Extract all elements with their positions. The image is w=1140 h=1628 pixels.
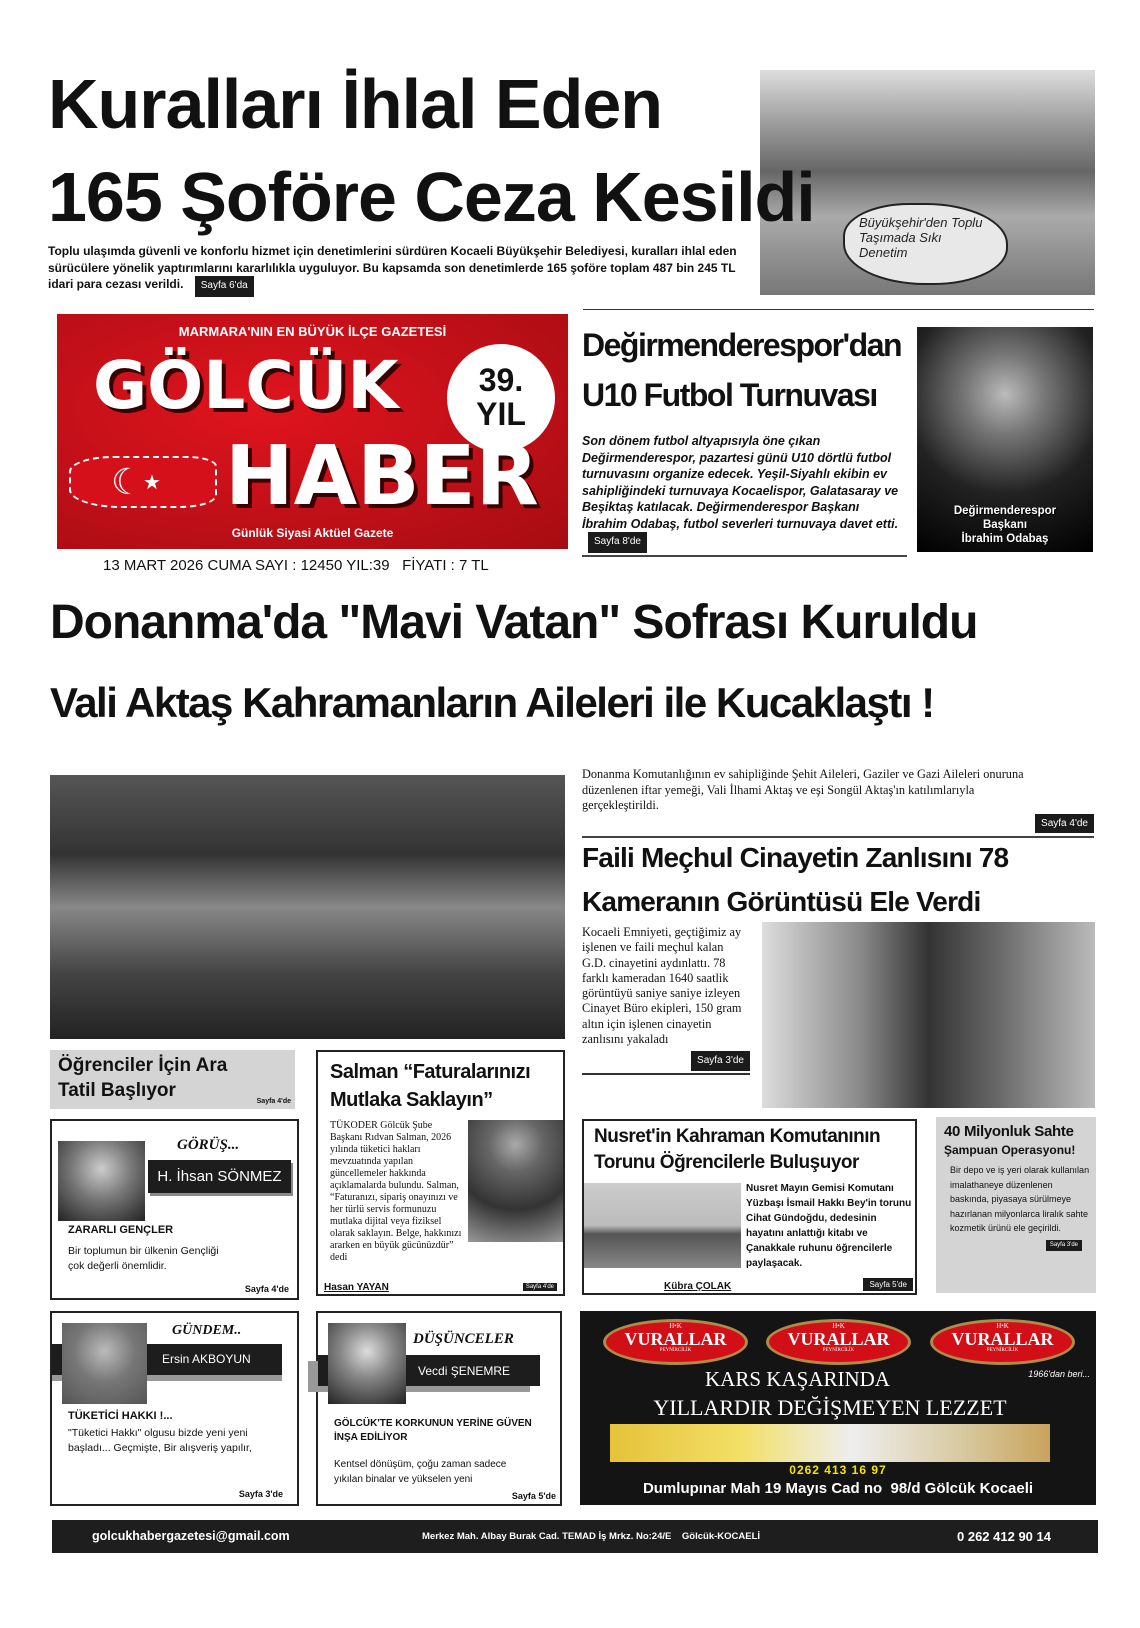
columnist-photo — [58, 1141, 145, 1221]
column-title: GÖLCÜK'TE KORKUNUN YERİNE GÜVEN İNŞA EDİLİYOR — [334, 1418, 532, 1443]
column-excerpt: "Tüketici Hakkı" olgusu bizde yeni yeni başladı... Geçmişte, Bir alışveriş yapılır, — [68, 1427, 252, 1454]
columnist-photo — [328, 1323, 406, 1404]
column-section: GÖRÜŞ... — [177, 1137, 240, 1153]
nusret-headline-1: Nusret'in Kahraman Komutanının — [594, 1126, 881, 1147]
author: Kübra ÇOLAK — [664, 1281, 732, 1292]
masthead-name-2: HABER — [225, 429, 539, 524]
shampoo-headline-2: Şampuan Operasyonu! — [944, 1143, 1076, 1157]
crime-body-text: Kocaeli Emniyeti, geçtiğimiz ay işlenen ve faili meçhul kalan G.D. cinayetini aydınlattı. 78 farklı kameradan 1640 saatlik görüntüyü saniye saniye izleyen Cinayet Büro ekipleri, 150 gram altın için işlenen cinayetin zanlısını yakaladı — [582, 925, 742, 1047]
issue-line: 13 MART 2026 CUMA SAYI : 12450 YIL:39 FİYATI : 7 TL — [103, 557, 489, 574]
salman-photo — [468, 1120, 563, 1242]
page-ref-badge[interactable]: Sayfa 4'de — [1035, 814, 1094, 834]
ad-phone: 0262 413 16 97 — [789, 1463, 887, 1477]
vurallar-logo: H•K VURALLAR PEYNİRCİLİK — [603, 1319, 748, 1365]
salman-headline-2: Mutlaka Saklayın” — [330, 1089, 493, 1111]
chairman-photo — [917, 327, 1093, 552]
column-excerpt: Kentsel dönüşüm, çoğu zaman sadece yıkılan binalar ve yükselen yeni — [334, 1459, 507, 1485]
sport-headline-1: Değirmenderespor'dan — [582, 327, 902, 363]
crime-headline-2: Kameranın Görüntüsü Ele Verdi — [582, 886, 981, 917]
columnist-name: Vecdi ŞENEMRE — [418, 1364, 511, 1378]
column-title: ZARARLI GENÇLER — [68, 1224, 174, 1236]
sport-body-text: Son dönem futbol altyapısıyla öne çıkan Değirmenderespor, pazartesi günü U10 dörtlü futbol turnuvasını organize edecek. Yeşil-Siyahlı ekibin ev sahipliğindeki turnuvaya Kocaelispor, Galatasaray ve Beşiktaş katılacak. Değirmenderespor Başkanı İbrahim Odabaş, futbol severleri turnuvaya davet etti. — [582, 434, 899, 531]
holiday-headline-2: Tatil Başlıyor — [58, 1080, 176, 1101]
main-headline-2: Vali Aktaş Kahramanların Aileleri ile Kucaklaştı ! — [50, 679, 934, 726]
crime-headline — [582, 836, 1008, 924]
sport-headline — [582, 320, 901, 420]
page-ref-badge[interactable]: Sayfa 3'de — [1046, 1240, 1082, 1251]
shampoo-story — [936, 1117, 1096, 1293]
column-gorus — [50, 1119, 299, 1300]
lead-summary-text: Toplu ulaşımda güvenli ve konforlu hizmet için denetimlerini sürdüren Kocaeli Büyükşehir Belediyesi, kuralları ihlal eden sürücülere yönelik yaptırımlarını kararlılıkla uyguluyor. Bu kapsamda son denetimlerde 165 şoföre toplam 487 bin 245 TL idari para cezası verildi. — [48, 244, 737, 291]
turkey-map-flag-icon: ☾ ★ — [69, 456, 217, 508]
anniversary-number: 39. — [478, 362, 524, 398]
salman-body: TÜKODER Gölcük Şube Başkanı Rıdvan Salman, 2026 yılında tüketici hakları mevzuatında yapılan güncellemeler hakkında açıklamalarda bulundu. Salman, “Faturanızı, sipariş onayınızı ve her türlü servis formunuzu mutlaka dijital veya fiziksel olarak saklayın. Belge, hakkınızı ararken en büyük gücünüzdür” dedi — [330, 1120, 462, 1263]
masthead-subtitle: Günlük Siyasi Aktüel Gazete — [231, 526, 394, 540]
photo-caption: Başkanı — [982, 519, 1028, 531]
footer-address: Merkez Mah. Albay Burak Cad. TEMAD İş Mrkz. No:24/E Gölcük-KOCAELİ — [422, 1531, 761, 1542]
nusret-body: Nusret Mayın Gemisi Komutanı Yüzbaşı İsmail Hakkı Bey'in torunu Cihat Gündoğdu, dedesinin hayatını anlattığı kitabı ve Çanakkale ruhunu öğrencilerle paylaşacak. — [746, 1183, 912, 1269]
author: Hasan YAYAN — [324, 1282, 389, 1293]
columnist-name: H. İhsan SÖNMEZ — [148, 1160, 291, 1193]
columnist-photo — [62, 1323, 147, 1404]
page-ref[interactable]: Sayfa 5'de — [511, 1491, 556, 1501]
vurallar-logo: H•K VURALLAR PEYNİRCİLİK — [930, 1319, 1075, 1365]
anniversary-label: YIL — [476, 396, 526, 432]
page-ref-badge[interactable]: Sayfa 3'de — [691, 1051, 750, 1070]
shampoo-body-text: Bir depo ve iş yeri olarak kullanılan imalathaneye düzenlenen baskında, piyasaya sürülmeye hazırlanan milyonlarca liralık sahte kozmetik ürünü ele geçirildi. — [950, 1165, 1090, 1233]
ad-address: Dumlupınar Mah 19 Mayıs Cad no 98/d Gölcük Kocaeli — [642, 1480, 1034, 1497]
salman-headline-1: Salman “Faturalarınızı — [330, 1061, 531, 1083]
page-ref-badge[interactable]: Sayfa 4'de — [523, 1283, 557, 1291]
masthead-tagline: MARMARA'NIN EN BÜYÜK İLÇE GAZETESİ — [178, 324, 447, 339]
ad-since: 1966'dan beri... — [1028, 1369, 1090, 1379]
page-ref-badge[interactable]: Sayfa 8'de — [588, 532, 647, 553]
lead-headline — [48, 58, 815, 244]
photo-caption-bubble: Büyükşehir'den Toplu Taşımada Sıkı Denetim — [843, 203, 1008, 285]
column-dusunceler — [316, 1311, 562, 1506]
iftar-photo — [50, 775, 565, 1039]
column-section: DÜŞÜNCELER — [413, 1331, 514, 1347]
footer-bar — [52, 1520, 1098, 1553]
ship-photo — [584, 1183, 741, 1268]
holiday-headline-1: Öğrenciler İçin Ara — [58, 1055, 228, 1076]
sport-headline-2: U10 Futbol Turnuvası — [582, 377, 877, 413]
column-title: TÜKETİCİ HAKKI !... — [68, 1410, 173, 1422]
masthead — [57, 314, 568, 549]
page-ref[interactable]: Sayfa 4'de — [244, 1284, 289, 1294]
ad-line-1: KARS KAŞARINDA — [705, 1367, 890, 1391]
ad-line-2: YILLARDIR DEĞİŞMEYEN LEZZET — [653, 1395, 1007, 1420]
column-gundem — [50, 1311, 299, 1506]
shampoo-headline-1: 40 Milyonluk Sahte — [944, 1123, 1074, 1140]
page-ref[interactable]: Sayfa 4'de — [256, 1098, 291, 1105]
sport-body — [582, 433, 907, 557]
main-body-text: Donanma Komutanlığının ev sahipliğinde Şehit Aileleri, Gaziler ve Gazi Aileleri onuruna düzenlenen iftar yemeği, Vali İlhami Aktaş ve eşi Songül Aktaş'ın katılımlarıyla gerçekleştirildi. — [582, 767, 1024, 812]
cheese-products-image — [610, 1424, 1050, 1462]
column-excerpt: Bir toplumun bir ülkenin Gençliği çok değerli önemlidir. — [68, 1245, 219, 1272]
crime-body — [582, 925, 750, 1075]
footer-email[interactable]: golcukhabergazetesi@gmail.com — [92, 1529, 290, 1543]
crime-headline-1: Faili Meçhul Cinayetin Zanlısını 78 — [582, 842, 1009, 873]
main-headline — [50, 583, 977, 743]
footer-phone: 0 262 412 90 14 — [957, 1529, 1051, 1544]
lead-headline-line-1: Kuralları İhlal Eden — [48, 65, 663, 143]
column-section: GÜNDEM.. — [172, 1323, 242, 1338]
nusret-headline-2: Torunu Öğrencilerle Buluşuyor — [594, 1152, 859, 1173]
page-ref-badge[interactable]: Sayfa 6'da — [195, 276, 254, 297]
photo-caption: İbrahim Odabaş — [961, 533, 1049, 545]
divider — [583, 309, 1094, 310]
nusret-story — [582, 1119, 917, 1295]
lead-headline-line-2: 165 Şoföre Ceza Kesildi — [48, 158, 815, 236]
vurallar-advertisement[interactable] — [580, 1311, 1096, 1505]
shampoo-body — [950, 1163, 1090, 1251]
lead-summary — [48, 243, 738, 297]
suspect-photo — [762, 922, 1095, 1108]
masthead-name-1: GÖLCÜK — [93, 347, 399, 424]
page-ref[interactable]: Sayfa 3'de — [238, 1489, 283, 1499]
salman-story — [316, 1050, 565, 1296]
vurallar-logo: H•K VURALLAR PEYNİRCİLİK — [766, 1319, 911, 1365]
columnist-name: Ersin AKBOYUN — [162, 1352, 251, 1366]
page-ref-badge[interactable]: Sayfa 5'de — [863, 1278, 913, 1291]
main-headline-1: Donanma'da "Mavi Vatan" Sofrası Kuruldu — [50, 596, 978, 649]
main-body — [582, 767, 1094, 838]
holiday-story — [50, 1050, 295, 1109]
photo-caption: Değirmenderespor — [953, 505, 1057, 517]
